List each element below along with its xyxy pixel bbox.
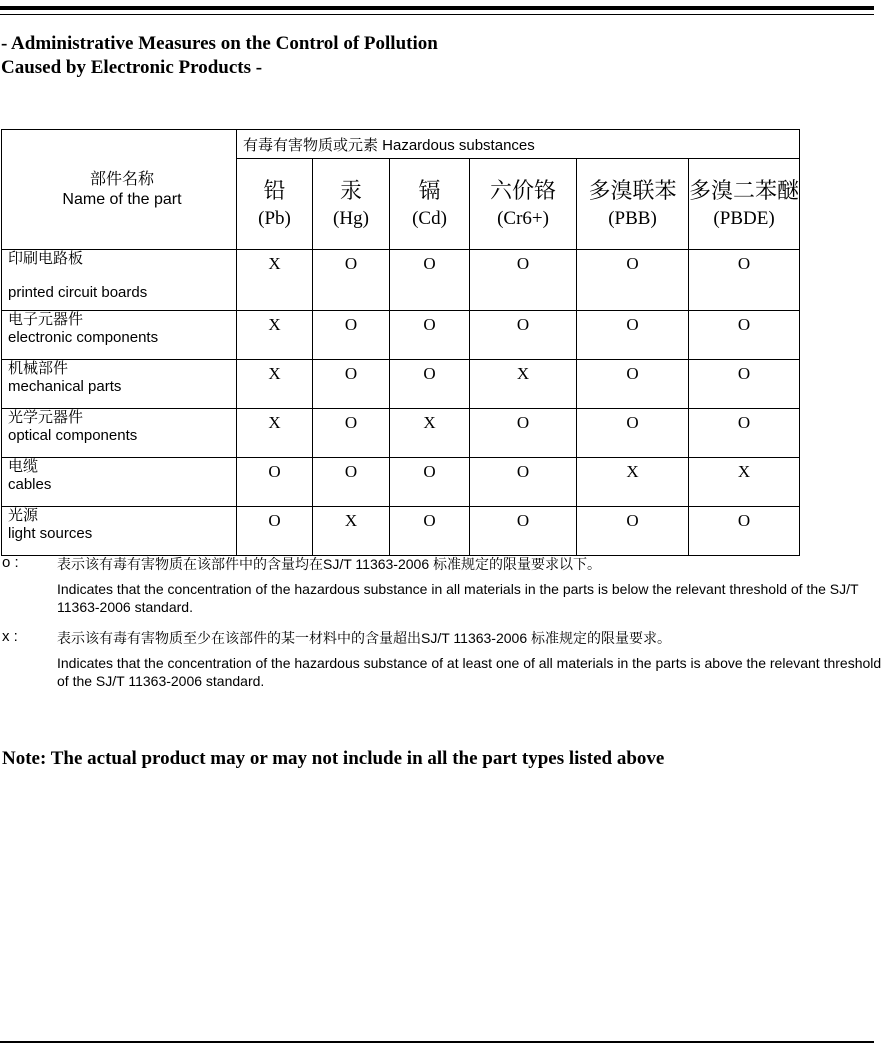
table-row: [2, 409, 800, 458]
part-name-cell: [2, 250, 237, 311]
substance-header: [390, 159, 470, 250]
substance-symbol: (Hg): [333, 208, 369, 229]
part-name-en: cables: [8, 476, 52, 493]
substance-value-cell: O: [390, 311, 470, 360]
table-row: [2, 311, 800, 360]
bottom-rule: [0, 1041, 874, 1043]
substance-name-zh: 多溴二苯醚: [689, 178, 800, 203]
substance-symbol: (PBDE): [713, 208, 775, 229]
part-name-zh: 印刷电路板: [8, 250, 84, 267]
legend-o-text-en: Indicates that the concentration of the hazardous substance in all materials in the parts is below the relevant threshold of the SJ/T 11363-2006 standard.: [57, 581, 859, 615]
substance-value-cell: O: [577, 360, 689, 409]
part-name-cell: [2, 409, 237, 458]
document-title: [1, 32, 438, 80]
part-name-zh: 电缆: [8, 458, 39, 475]
part-name-cell: [2, 507, 237, 556]
part-name-zh: 光源: [8, 507, 39, 524]
part-name-en: electronic components: [8, 329, 159, 346]
part-name-en: mechanical parts: [8, 378, 122, 395]
substance-value-cell: X: [237, 409, 313, 458]
table-row: [2, 507, 800, 556]
substance-value-cell: O: [689, 507, 800, 556]
substance-value-cell: O: [313, 311, 390, 360]
legend-o-symbol: o :: [2, 554, 19, 571]
substance-header: [689, 159, 800, 250]
hazardous-substances-header: 有毒有害物质或元素 Hazardous substances: [237, 130, 800, 159]
substance-value-cell: O: [470, 409, 577, 458]
part-name-cell: [2, 458, 237, 507]
substance-value-cell: O: [313, 360, 390, 409]
part-name-en: printed circuit boards: [8, 284, 148, 301]
substance-header: [577, 159, 689, 250]
substance-symbol: (PBB): [608, 208, 657, 229]
part-name-header-en: Name of the part: [62, 190, 182, 208]
legend-x-symbol: x :: [2, 628, 18, 645]
part-name-header-zh: 部件名称: [89, 170, 154, 188]
substance-value-cell: O: [470, 458, 577, 507]
substance-value-cell: X: [237, 360, 313, 409]
legend-x-text-zh: 表示该有毒有害物质至少在该部件的某一材料中的含量超出SJ/T 11363-2006 标准规定的限量要求。: [57, 630, 672, 646]
substance-symbol: (Cd): [412, 208, 447, 229]
substance-value-cell: O: [577, 409, 689, 458]
substance-value-cell: O: [313, 458, 390, 507]
substance-header: [470, 159, 577, 250]
title-line-2: Caused by Electronic Products -: [1, 57, 263, 78]
substance-value-cell: O: [689, 360, 800, 409]
substance-value-cell: O: [470, 507, 577, 556]
substance-value-cell: O: [470, 311, 577, 360]
substance-value-cell: O: [237, 458, 313, 507]
table-row: [2, 250, 800, 311]
substance-value-cell: X: [313, 507, 390, 556]
substance-value-cell: O: [689, 250, 800, 311]
substance-symbol: (Cr6+): [497, 208, 549, 229]
substance-value-cell: O: [390, 360, 470, 409]
substance-value-cell: O: [313, 409, 390, 458]
substance-name-zh: 汞: [339, 178, 362, 203]
top-rule-thin: [0, 14, 874, 15]
part-name-zh: 机械部件: [8, 360, 69, 377]
substance-value-cell: O: [237, 507, 313, 556]
part-name-header: [2, 130, 237, 250]
substance-symbol: (Pb): [258, 208, 291, 229]
part-name-zh: 电子元器件: [8, 311, 84, 328]
substance-value-cell: O: [577, 250, 689, 311]
substance-value-cell: X: [689, 458, 800, 507]
title-line-1: - Administrative Measures on the Control of Pollution: [1, 33, 438, 54]
substance-name-zh: 六价铬: [489, 178, 556, 203]
substance-value-cell: O: [689, 409, 800, 458]
substance-value-cell: O: [313, 250, 390, 311]
legend-o-text-zh: 表示该有毒有害物质在该部件中的含量均在SJ/T 11363-2006 标准规定的限量要求以下。: [57, 556, 602, 572]
substance-value-cell: O: [390, 458, 470, 507]
substance-header: [313, 159, 390, 250]
substance-value-cell: O: [577, 507, 689, 556]
part-name-en: optical components: [8, 427, 138, 444]
substance-value-cell: O: [390, 507, 470, 556]
part-name-zh: 光学元器件: [8, 409, 84, 426]
product-note: Note: The actual product may or may not include in all the part types listed above: [2, 748, 665, 769]
hazardous-substances-table: [1, 129, 800, 556]
substance-value-cell: X: [470, 360, 577, 409]
substance-name-zh: 镉: [418, 178, 441, 203]
table-row: [2, 360, 800, 409]
top-rule: [0, 6, 874, 10]
substance-value-cell: X: [390, 409, 470, 458]
part-name-en: light sources: [8, 525, 93, 542]
substance-name-zh: 多溴联苯: [588, 178, 677, 203]
substance-value-cell: X: [577, 458, 689, 507]
substance-value-cell: O: [577, 311, 689, 360]
substance-value-cell: O: [470, 250, 577, 311]
table-row: [2, 458, 800, 507]
substance-name-zh: 铅: [263, 178, 286, 203]
substance-value-cell: O: [390, 250, 470, 311]
substance-value-cell: X: [237, 250, 313, 311]
substance-value-cell: O: [689, 311, 800, 360]
part-name-cell: [2, 360, 237, 409]
part-name-cell: [2, 311, 237, 360]
substance-value-cell: X: [237, 311, 313, 360]
legend-x-text-en: Indicates that the concentration of the hazardous substance of at least one of all materials in the parts is above the relevant threshold of the SJ/T 11363-2006 standard.: [57, 655, 882, 689]
substance-header: [237, 159, 313, 250]
